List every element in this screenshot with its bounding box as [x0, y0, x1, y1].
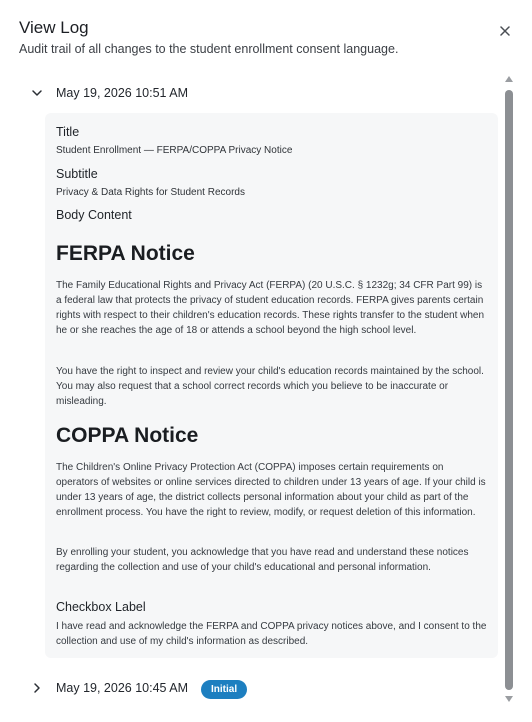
dialog-title: View Log [19, 18, 89, 37]
initial-badge: Initial [201, 680, 247, 699]
log-entry-details [45, 113, 498, 658]
ferpa-paragraph-1: The Family Educational Rights and Privacy Act (FERPA) (20 U.S.C. § 1232g; 34 CFR Part 99) is a federal law that protects the privacy of student education records. FERPA gives parents certain rights with respect to their children's education records. These rights transfer to the student when he or she reaches the age of 18 or attends a school beyond the high school level. [56, 280, 485, 336]
body-content-label: Body Content [56, 208, 132, 222]
log-entry-header[interactable] [0, 79, 500, 109]
close-icon[interactable] [496, 22, 514, 40]
dialog-subtitle: Audit trail of all changes to the student enrollment consent language. [19, 42, 399, 56]
checkbox-label-value: I have read and acknowledge the FERPA and COPPA privacy notices above, and I consent to the collection and use of my child's information as described. [56, 621, 487, 647]
log-list [0, 72, 532, 722]
ferpa-paragraph-2: You have the right to inspect and review your child's education records maintained by the school. You may also request that a school correct records which you believe to be inaccurate or misleading. [56, 366, 484, 407]
chevron-down-icon[interactable] [31, 87, 43, 99]
checkbox-label-heading: Checkbox Label [56, 600, 146, 614]
coppa-paragraph-1: The Children's Online Privacy Protection Act (COPPA) imposes certain requirements on operators of websites or online services directed to children under 13 years of age. If your child is under 13 years of age, the district collects personal information about your child as part of the enrollment process. You have the right to review, modify, or request deletion of this information. [56, 462, 486, 518]
log-entry-header[interactable] [0, 674, 500, 704]
dialog-header [0, 0, 532, 72]
title-value: Student Enrollment — FERPA/COPPA Privacy Notice [56, 145, 293, 156]
scrollbar-thumb[interactable] [505, 90, 513, 690]
coppa-paragraph-2: By enrolling your student, you acknowledge that you have read and understand these notices regarding the collection and use of your child's educational and personal information. [56, 547, 469, 573]
ferpa-heading: FERPA Notice [56, 242, 195, 265]
scrollbar[interactable] [503, 76, 515, 706]
log-entry-timestamp: May 19, 2026 10:51 AM [56, 86, 189, 100]
close-button[interactable] [496, 22, 514, 40]
chevron-right-icon[interactable] [31, 682, 43, 694]
coppa-heading: COPPA Notice [56, 424, 199, 447]
title-label: Title [56, 125, 80, 139]
subtitle-label: Subtitle [56, 167, 98, 181]
scroll-down-arrow-icon[interactable] [505, 696, 513, 702]
scroll-up-arrow-icon[interactable] [505, 76, 513, 82]
log-entry-timestamp: May 19, 2026 10:45 AM [56, 681, 189, 695]
subtitle-value: Privacy & Data Rights for Student Records [56, 187, 245, 198]
